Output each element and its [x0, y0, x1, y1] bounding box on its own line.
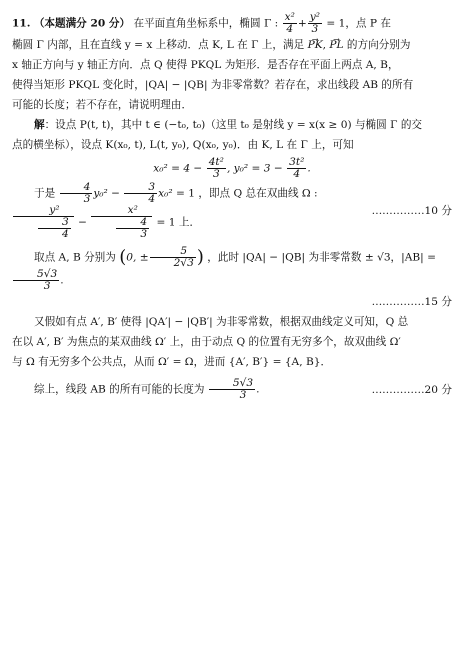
document-page — [12, 12, 452, 401]
equation-1: x₀² = 4 − $\frac{\text{4t²}}{3}$ , y₀² = 3 − $\frac{\text{3t²}}{4}$ . — [153, 156, 311, 180]
problem-text-4: x 轴正方向与 y 轴正方向．点 Q 使得 PKQL 为矩形．是否存在平面上两点 A, B， — [12, 59, 399, 71]
solution-line-4: 取点 A, B 分别为 (0, ± $\frac{5}{2√3}$ ) ，此时 |QA| − |QB| 为非零常数 ± √3，|AB| = $\frac{5√3}{3}$ . — [12, 246, 452, 292]
final-answer-frac: $\frac{5√3}{3}$ — [209, 378, 255, 401]
hyperbola-frac-y: $\frac{\text{y²}}{\frac{3}{4}}$ — [13, 205, 74, 240]
solution-line-6: 在以 A′, B′ 为焦点的某双曲线 Ω′ 上，由于动点 Q 的位置有无穷多个，故双曲线 Ω′ — [12, 336, 401, 348]
problem-text-1: 在平面直角坐标系中，椭圆 Γ : — [133, 17, 279, 30]
score-15: ……………15 分 — [371, 296, 452, 308]
problem-text-5: 使得当矩形 PKQL 变化时，|QA| − |QB| 为非零常数？若存在，求出线段 AB 的所有 — [12, 79, 414, 91]
conclusion-text: 综上，线段 AB 的所有可能的长度为 — [34, 383, 205, 396]
line-4-mid: ，此时 |QA| − |QB| 为非零常数 ± √3，|AB| = — [207, 251, 436, 264]
solution-line-3: 于是 $\frac{4}{3}$ y₀² − $\frac{3}{4}$ x₀² = 1 ，即点 Q 总在双曲线 Ω : $\frac{\text{y²}}{\frac{3}{4}}$ − $\frac{\text{x²}}{\frac{4}{3}}$ = 1 上． ……………10 分 — [12, 182, 452, 240]
ellipse-frac-y: $\frac{\text{y²}}{3}$ — [309, 11, 320, 35]
solution-line-7: 与 Ω 有无穷多个公共点，从而 Ω′ = Ω，进而 {A′, B′} = {A, B}． — [12, 356, 332, 368]
hyperbola-frac-x: $\frac{\text{x²}}{\frac{4}{3}}$ — [91, 205, 152, 240]
vector-pk: → PK — [308, 39, 323, 51]
solution-line-2-block — [12, 135, 452, 155]
line-3-tail: = 1 上． — [156, 216, 201, 229]
solution-conclusion: 综上，线段 AB 的所有可能的长度为 $\frac{5√3}{3}$ . ……………20 分 — [34, 377, 452, 401]
problem-statement: 11. （本题满分 20 分） 在平面直角坐标系中，椭圆 Γ : $\frac{\text{x²}}{4}$ + $\frac{\text{y²}}{3}$ = 1，点 P 在 椭圆 Γ 内部，且在直线 y = x 上移动．点 K, L 在 Γ 上，满足 → PK, → PL 的方向分别为 x 轴正方向与 y 轴正方向．点 Q 使得 PKQL 为矩形．是否存在平面上两点 A, B， 使得当矩形 PKQL 变化时，|QA| − |QB| 为非零常数？若存在，求出线段 AB 的所有 可能的长度；若不存在，请说明理由． — [12, 12, 452, 115]
solution-line-2: 点的横坐标），设点 K(x₀, t), L(t, y₀), Q(x₀, y₀)．由 K, L 在 Γ 上，可知 — [12, 139, 354, 151]
solution-label: 解 — [34, 119, 45, 131]
solution-line-5: 又假如有点 A′, B′ 使得 |QA′| − |QB′| 为非零常数，根据双曲线定义可知，Q 总 — [34, 316, 409, 328]
line-4-prefix: 取点 A, B 分别为 — [34, 251, 116, 264]
score-15-row — [12, 292, 452, 312]
vector-pl: → PL — [329, 39, 343, 51]
problem-text-2: 椭圆 Γ 内部，且在直线 y = x 上移动．点 K, L 在 Γ 上，满足 — [12, 39, 305, 51]
problem-ellipse-tail: = 1，点 P 在 — [326, 17, 391, 30]
ab-length-frac: $\frac{5√3}{3}$ — [13, 269, 59, 292]
line-3-prefix: 于是 — [34, 187, 56, 200]
score-20: ……………20 分 — [371, 383, 452, 396]
problem-text-6: 可能的长度；若不存在，请说明理由． — [12, 99, 193, 111]
problem-text-3: 的方向分别为 — [346, 39, 411, 51]
line-3-mid: ，即点 Q 总在双曲线 Ω : — [198, 187, 318, 200]
solution-line-1: ：设点 P(t, t)，其中 t ∈ (−t₀, t₀)（这里 t₀ 是射线 y = x(x ≥ 0) 与椭圆 Γ 的交 — [44, 119, 423, 131]
problem-points: （本题满分 20 分） — [33, 17, 131, 30]
score-10: ……………10 分 — [371, 205, 452, 217]
problem-number: 11. — [12, 17, 31, 30]
solution-intro — [12, 115, 452, 135]
ellipse-frac-x: $\frac{\text{x²}}{4}$ — [284, 11, 295, 35]
